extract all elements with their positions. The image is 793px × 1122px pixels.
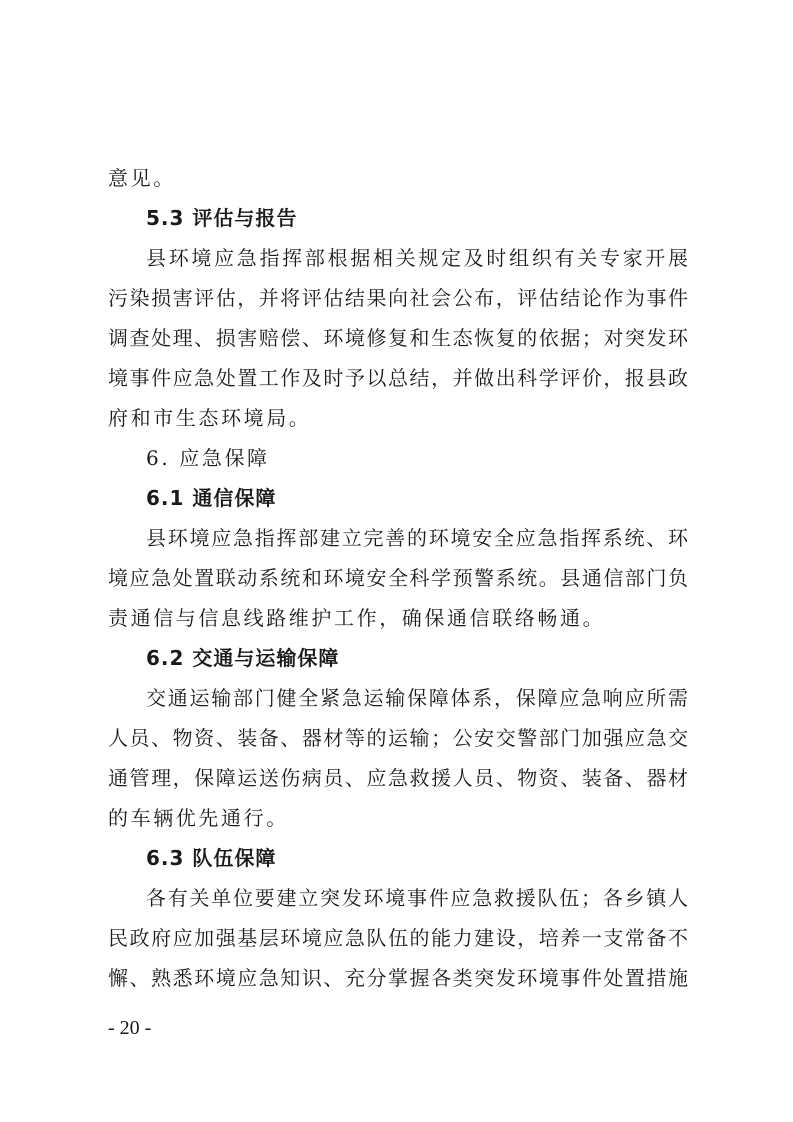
section-heading-6-2: 6.2 交通与运输保障: [146, 646, 340, 670]
body-line: 污染损害评估，并将评估结果向社会公布，评估结论作为事件: [108, 286, 688, 310]
section-heading-6: 6. 应急保障: [146, 446, 270, 470]
body-line: 境事件应急处置工作及时予以总结，并做出科学评价，报县政: [108, 366, 688, 390]
body-line: 县环境应急指挥部根据相关规定及时组织有关专家开展: [146, 246, 688, 270]
section-heading-6-1: 6.1 通信保障: [146, 486, 277, 510]
body-line: 责通信与信息线路维护工作，确保通信联络畅通。: [108, 606, 606, 630]
body-line: 各有关单位要建立突发环境事件应急救援队伍；各乡镇人: [146, 886, 688, 910]
body-line: 通管理，保障运送伤病员、应急救援人员、物资、装备、器材: [108, 766, 688, 790]
body-line: 县环境应急指挥部建立完善的环境安全应急指挥系统、环: [146, 526, 688, 550]
section-heading-6-3: 6.3 队伍保障: [146, 846, 277, 870]
page-number: - 20 -: [108, 1017, 152, 1039]
body-line: 民政府应加强基层环境应急队伍的能力建设，培养一支常备不: [108, 926, 688, 950]
body-line: 境应急处置联动系统和环境安全科学预警系统。县通信部门负: [108, 566, 688, 590]
body-line: 意见。: [108, 166, 176, 190]
body-line: 的车辆优先通行。: [108, 806, 289, 830]
body-line: 人员、物资、装备、器材等的运输；公安交警部门加强应急交: [108, 726, 688, 750]
body-line: 调查处理、损害赔偿、环境修复和生态恢复的依据；对突发环: [108, 326, 688, 350]
body-line: 懈、熟悉环境应急知识、充分掌握各类突发环境事件处置措施: [108, 966, 688, 990]
section-heading-5-3: 5.3 评估与报告: [146, 206, 298, 230]
body-line: 交通运输部门健全紧急运输保障体系，保障应急响应所需: [146, 686, 688, 710]
body-line: 府和市生态环境局。: [108, 406, 312, 430]
